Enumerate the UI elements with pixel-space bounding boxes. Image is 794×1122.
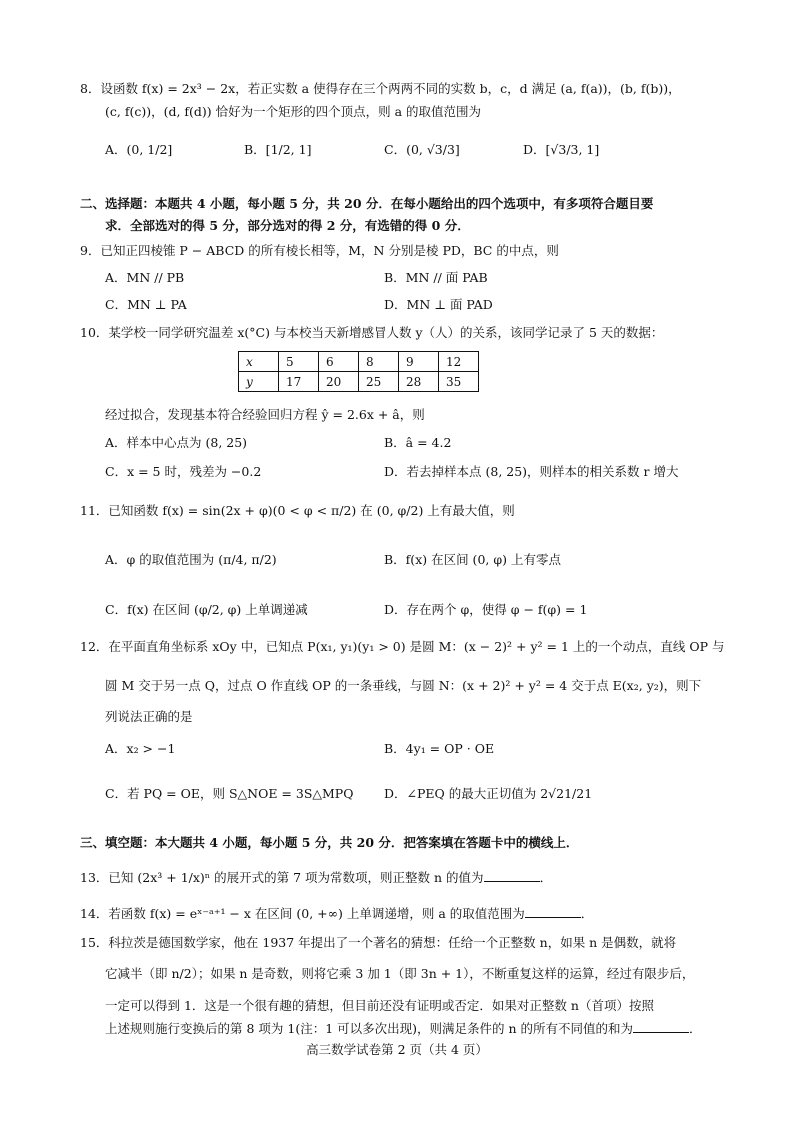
q15-line4	[105, 1018, 702, 1040]
q12-option-d: D．∠PEQ 的最大正切值为 2√21/21	[384, 786, 593, 801]
table-header-x: x	[239, 352, 279, 372]
table-cell: 6	[319, 352, 359, 372]
q9-option-c: C．MN ⊥ PA	[105, 297, 187, 312]
q15-end: ．	[689, 1021, 702, 1036]
section2-heading-line1: 二、选择题：本题共 4 小题，每小题 5 分，共 20 分．在每小题给出的四个选项中，有多项符合题目要	[80, 196, 654, 211]
table-cell: 20	[319, 372, 359, 392]
q8-option-c: C．(0, √3/3]	[384, 142, 460, 157]
q11-option-c: C．f(x) 在区间 (φ/2, φ) 上单调递减	[105, 602, 308, 617]
q13-line	[80, 867, 552, 889]
table-cell: 5	[279, 352, 319, 372]
table-cell: 28	[399, 372, 439, 392]
q8-line2: (c, f(c))，(d, f(d)) 恰好为一个矩形的四个顶点，则 a 的取值范围为	[105, 104, 482, 119]
q10-option-a: A．样本中心点为 (8, 25)	[105, 435, 248, 450]
q10-option-c: C．x = 5 时，残差为 −0.2	[105, 464, 262, 479]
q11-stem: 11．已知函数 f(x) = sin(2x + φ)(0 < φ < π/2) 在 (0, φ/2) 上有最大值，则	[80, 503, 515, 518]
q10-fit-line: 经过拟合，发现基本符合经验回归方程 ŷ = 2.6x + â，则	[105, 407, 425, 422]
q15-line2: 它减半（即 n/2）；如果 n 是奇数，则将它乘 3 加 1（即 3n + 1），不断重复这样的运算，经过有限步后，	[105, 966, 695, 981]
q10-data-table	[238, 351, 479, 392]
section2-heading-line2: 求．全部选对的得 5 分，部分选对的得 2 分，有选错的得 0 分．	[105, 218, 470, 233]
q9-option-a: A．MN // PB	[105, 270, 185, 285]
q8-line1: 8．设函数 f(x) = 2x³ − 2x，若正实数 a 使得存在三个两两不同的实数 b，c，d 满足 (a, f(a))，(b, f(b))，	[80, 81, 681, 96]
q9-option-b: B．MN // 面 PAB	[384, 270, 488, 285]
section3-heading: 三、填空题：本大题共 4 小题，每小题 5 分，共 20 分．把答案填在答题卡中的横线上．	[80, 835, 579, 850]
q8-option-a: A．(0, 1/2]	[105, 142, 173, 157]
q15-line1: 15．科拉茨是德国数学家，他在 1937 年提出了一个著名的猜想：任给一个正整数 n，如果 n 是偶数，就将	[80, 935, 677, 950]
table-cell: 35	[439, 372, 479, 392]
table-cell: 17	[279, 372, 319, 392]
q13-answer-blank[interactable]	[484, 867, 540, 882]
q12-option-a: A．x₂ > −1	[105, 741, 176, 756]
q13-end: ．	[539, 870, 553, 885]
q12-option-c: C．若 PQ = OE，则 S△NOE = 3S△MPQ	[105, 786, 354, 801]
q10-stem: 10．某学校一同学研究温差 x(°C) 与本校当天新增感冒人数 y（人）的关系，该同学记录了 5 天的数据：	[80, 325, 664, 340]
q8-option-d: D．[√3/3, 1]	[523, 142, 600, 157]
page-footer: 高三数学试卷第 2 页（共 4 页）	[306, 1042, 488, 1057]
table-cell: 12	[439, 352, 479, 372]
q14-answer-blank[interactable]	[525, 903, 581, 918]
q14-text: 14．若函数 f(x) = eˣ⁻ᵃ⁺¹ − x 在区间 (0, +∞) 上单调递增，则 a 的取值范围为	[80, 906, 525, 921]
q15-text: 上述规则施行变换后的第 8 项为 1(注：1 可以多次出现)，则满足条件的 n 的所有不同值的和为	[105, 1021, 634, 1036]
table-row	[239, 372, 479, 392]
q15-line3: 一定可以得到 1．这是一个很有趣的猜想，但目前还没有证明或否定．如果对正整数 n（首项）按照	[105, 998, 654, 1013]
table-cell: 8	[359, 352, 399, 372]
q10-option-b: B．â = 4.2	[384, 435, 452, 450]
q8-option-b: B．[1/2, 1]	[244, 142, 312, 157]
q15-answer-blank[interactable]	[633, 1018, 689, 1033]
q14-end: ．	[580, 906, 594, 921]
q14-line	[80, 903, 593, 925]
q11-option-b: B．f(x) 在区间 (0, φ) 上有零点	[384, 552, 561, 567]
table-cell: 25	[359, 372, 399, 392]
q12-option-b: B．4y₁ = OP · OE	[384, 741, 495, 756]
q12-line3: 列说法正确的是	[105, 709, 193, 724]
q12-line1: 12．在平面直角坐标系 xOy 中，已知点 P(x₁, y₁)(y₁ > 0) 是圆 M：(x − 2)² + y² = 1 上的一个动点，直线 OP 与	[80, 639, 725, 654]
q12-line2: 圆 M 交于另一点 Q，过点 O 作直线 OP 的一条垂线，与圆 N：(x + 2)² + y² = 4 交于点 E(x₂, y₂)，则下	[105, 678, 702, 693]
q11-option-a: A．φ 的取值范围为 (π/4, π/2)	[105, 552, 277, 567]
q9-stem: 9．已知正四棱锥 P − ABCD 的所有棱长相等，M，N 分别是棱 PD，BC 的中点，则	[80, 243, 559, 258]
q13-text: 13．已知 (2x³ + 1/x)ⁿ 的展开式的第 7 项为常数项，则正整数 n 的值为	[80, 870, 484, 885]
q11-option-d: D．存在两个 φ，使得 φ − f(φ) = 1	[384, 602, 588, 617]
table-cell: 9	[399, 352, 439, 372]
table-header-y: y	[239, 372, 279, 392]
table-row	[239, 352, 479, 372]
q10-option-d: D．若去掉样本点 (8, 25)，则样本的相关系数 r 增大	[384, 464, 679, 479]
q9-option-d: D．MN ⊥ 面 PAD	[384, 297, 493, 312]
